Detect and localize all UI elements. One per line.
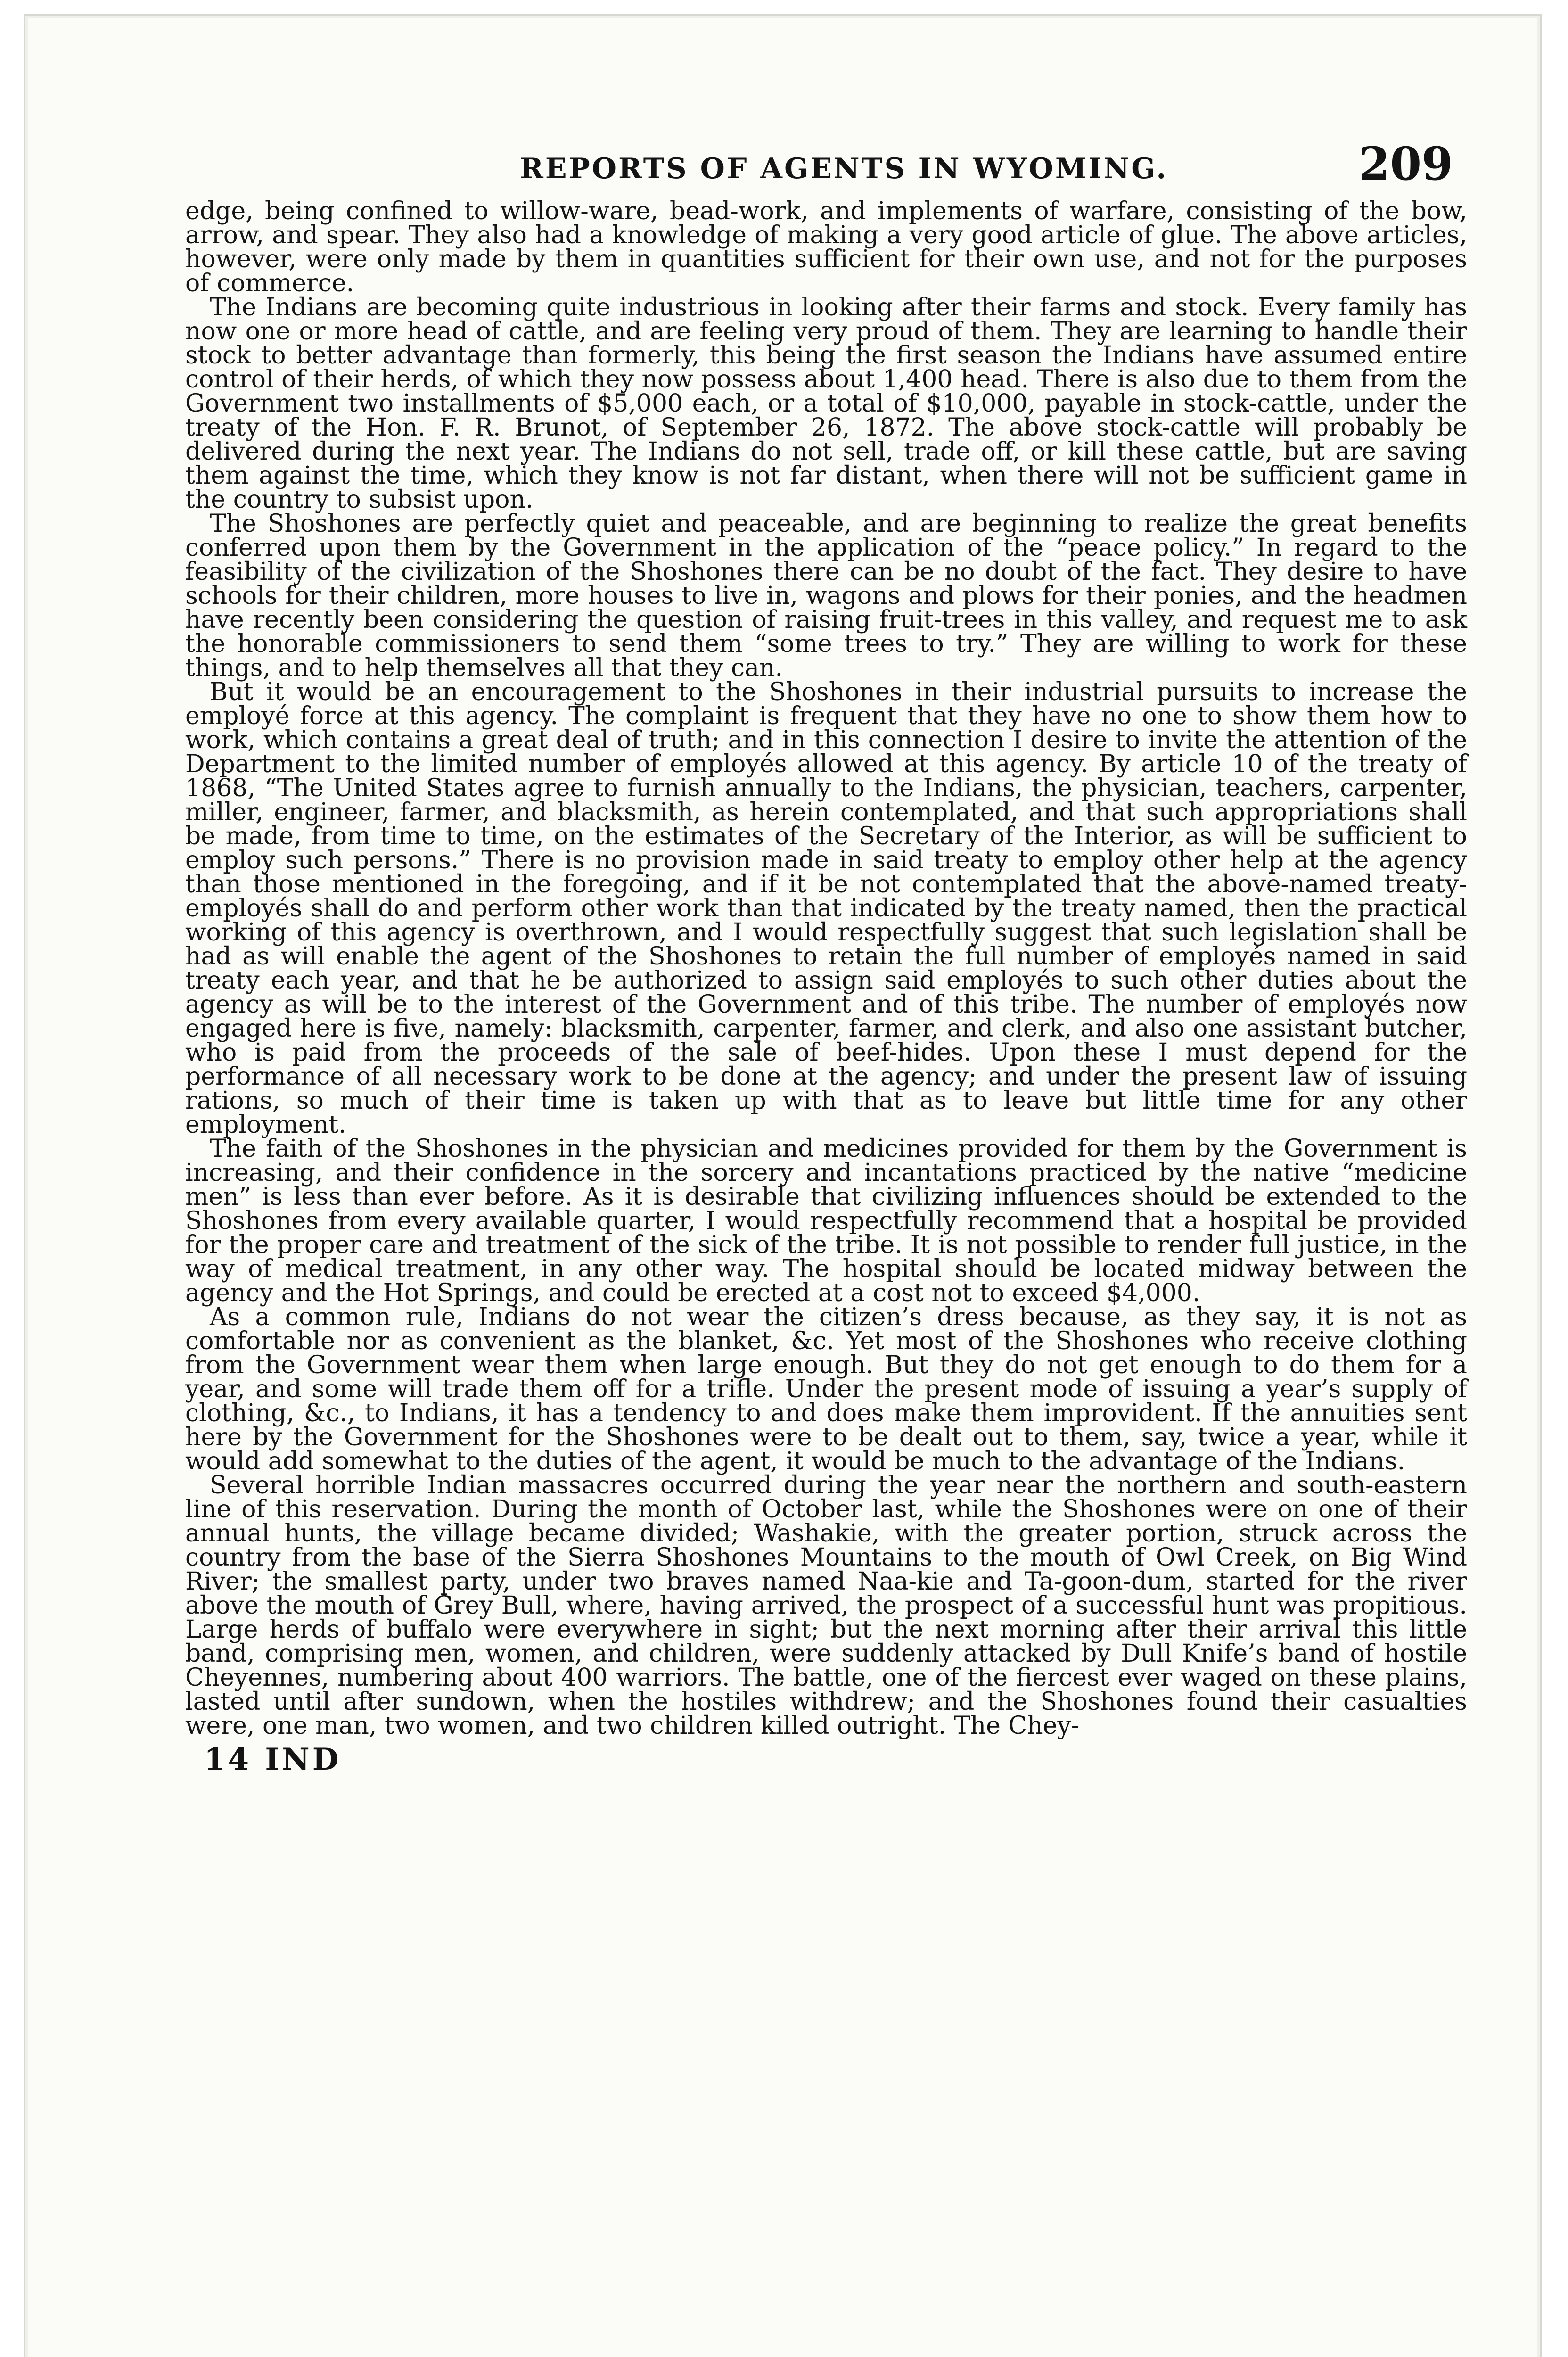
text-block bbox=[185, 129, 1467, 1777]
paragraph-continued: edge, being confined to willow-ware, bead-work, and implements of warfare, consisting of the bow, arrow, and spear. They also had a knowledge of making a very good article of glue. The above articles, however, were only made by them in quantities sufficient for their own use, and not for the purposes of commerce. bbox=[185, 197, 1467, 297]
paragraph-employes: But it would be an encouragement to the Shoshones in their industrial pursuits to increase the employé force at this agency. The complaint is frequent that they have no one to show them how to work, which contains a great deal of truth; and in this connection I desire to invite the attention of the Department to the limited number of employés allowed at this agency. By article 10 of the treaty of 1868, “The United States agree to furnish annually to the Indians, the physician, teachers, carpenter, miller, engineer, farmer, and blacksmith, as herein contemplated, and that such appropriations shall be made, from time to time, on the estimates of the Secretary of the Interior, as will be sufficient to employ such persons.” There is no provision made in said treaty to employ other help at the agency than those mentioned in the foregoing, and if it be not contemplated that the above-named treaty-employés shall do and perform other work than that indicated by the treaty named, then the practical working of this agency is overthrown, and I would respectfully suggest that such legislation shall be had as will enable the agent of the Shoshones to retain the full number of employés named in said treaty each year, and that he be authorized to assign said employés to such other duties about the agency as will be to the interest of the Government and of this tribe. The number of employés now engaged here is five, namely: blacksmith, carpenter, farmer, and clerk, and also one assistant butcher, who is paid from the proceeds of the sale of beef-hides. Upon these I must depend for the performance of all necessary work to be done at the agency; and under the present law of issuing rations, so much of their time is taken up with that as to leave but little time for any other employment. bbox=[185, 678, 1467, 1139]
paragraph-hospital: The faith of the Shoshones in the physician and medicines provided for them by the Government is increasing, and their confidence in the sorcery and incantations practiced by the native “medicine men” is less than ever before. As it is desirable that civilizing influences should be extended to the Shoshones from every available quarter, I would respectfully recommend that a hospital be provided for the proper care and treatment of the sick of the tribe. It is not possible to render full justice, in the way of medical treatment, in any other way. The hospital should be located midway between the agency and the Hot Springs, and could be erected at a cost not to exceed $4,000. bbox=[185, 1135, 1467, 1307]
paragraph-peace-policy: The Shoshones are perfectly quiet and peaceable, and are beginning to realize the great benefits conferred upon them by the Government in the application of the “peace policy.” In regard to the feasibility of the civilization of the Shoshones there can be no doubt of the fact. They desire to have schools for their children, more houses to live in, wagons and plows for their ponies, and the headmen have recently been considering the question of raising fruit-trees in this valley, and request me to ask the honorable commissioners to send them “some trees to try.” They are willing to work for these things, and to help themselves all that they can. bbox=[185, 510, 1467, 682]
paper-sheet bbox=[24, 14, 1542, 2357]
running-head bbox=[185, 129, 1467, 199]
paragraph-clothing: As a common rule, Indians do not wear the citizen’s dress because, as they say, it is not as comfortable nor as convenient as the blanket, &c. Yet most of the Shoshones who receive clothing from the Government wear them when large enough. But they do not get enough to do them for a year, and some will trade them off for a trifle. Under the present mode of issuing a year’s supply of clothing, &c., to Indians, it has a tendency to and does make them improvident. If the annuities sent here by the Government for the Shoshones were to be dealt out to them, say, twice a year, while it would add somewhat to the duties of the agent, it would be much to the advantage of the Indians. bbox=[185, 1303, 1467, 1475]
paragraph-industry: The Indians are becoming quite industrious in looking after their farms and stock. Every family has now one or more head of cattle, and are feeling very proud of them. They are learning to handle their stock to better advantage than formerly, this being the first season the Indians have assumed entire control of their herds, of which they now possess about 1,400 head. There is also due to them from the Government two installments of $5,000 each, or a total of $10,000, payable in stock-cattle, under the treaty of the Hon. F. R. Brunot, of September 26, 1872. The above stock-cattle will probably be delivered during the next year. The Indians do not sell, trade off, or kill these cattle, but are saving them against the time, which they know is not far distant, when there will not be sufficient game in the country to subsist upon. bbox=[185, 293, 1467, 514]
paragraph-massacres: Several horrible Indian massacres occurred during the year near the northern and south-eastern line of this reservation. During the month of October last, while the Shoshones were on one of their annual hunts, the village became divided; Washakie, with the greater portion, struck across the country from the base of the Sierra Shoshones Mountains to the mouth of Owl Creek, on Big Wind River; the smallest party, under two braves named Naa-kie and Ta-goon-dum, started for the river above the mouth of Grey Bull, where, having arrived, the prospect of a successful hunt was propitious. Large herds of buffalo were everywhere in sight; but the next morning after their arrival this little band, comprising men, women, and children, were suddenly attacked by Dull Knife’s band of hostile Cheyennes, numbering about 400 warriors. The battle, one of the fiercest ever waged on these plains, lasted until after sundown, when the hostiles withdrew; and the Shoshones found their casualties were, one man, two women, and two children killed outright. The Chey- bbox=[185, 1471, 1467, 1740]
signature-mark: 14 IND bbox=[204, 1742, 342, 1777]
running-head-title: REPORTS OF AGENTS IN WYOMING. bbox=[520, 152, 1168, 185]
page-number: 209 bbox=[1358, 137, 1453, 190]
